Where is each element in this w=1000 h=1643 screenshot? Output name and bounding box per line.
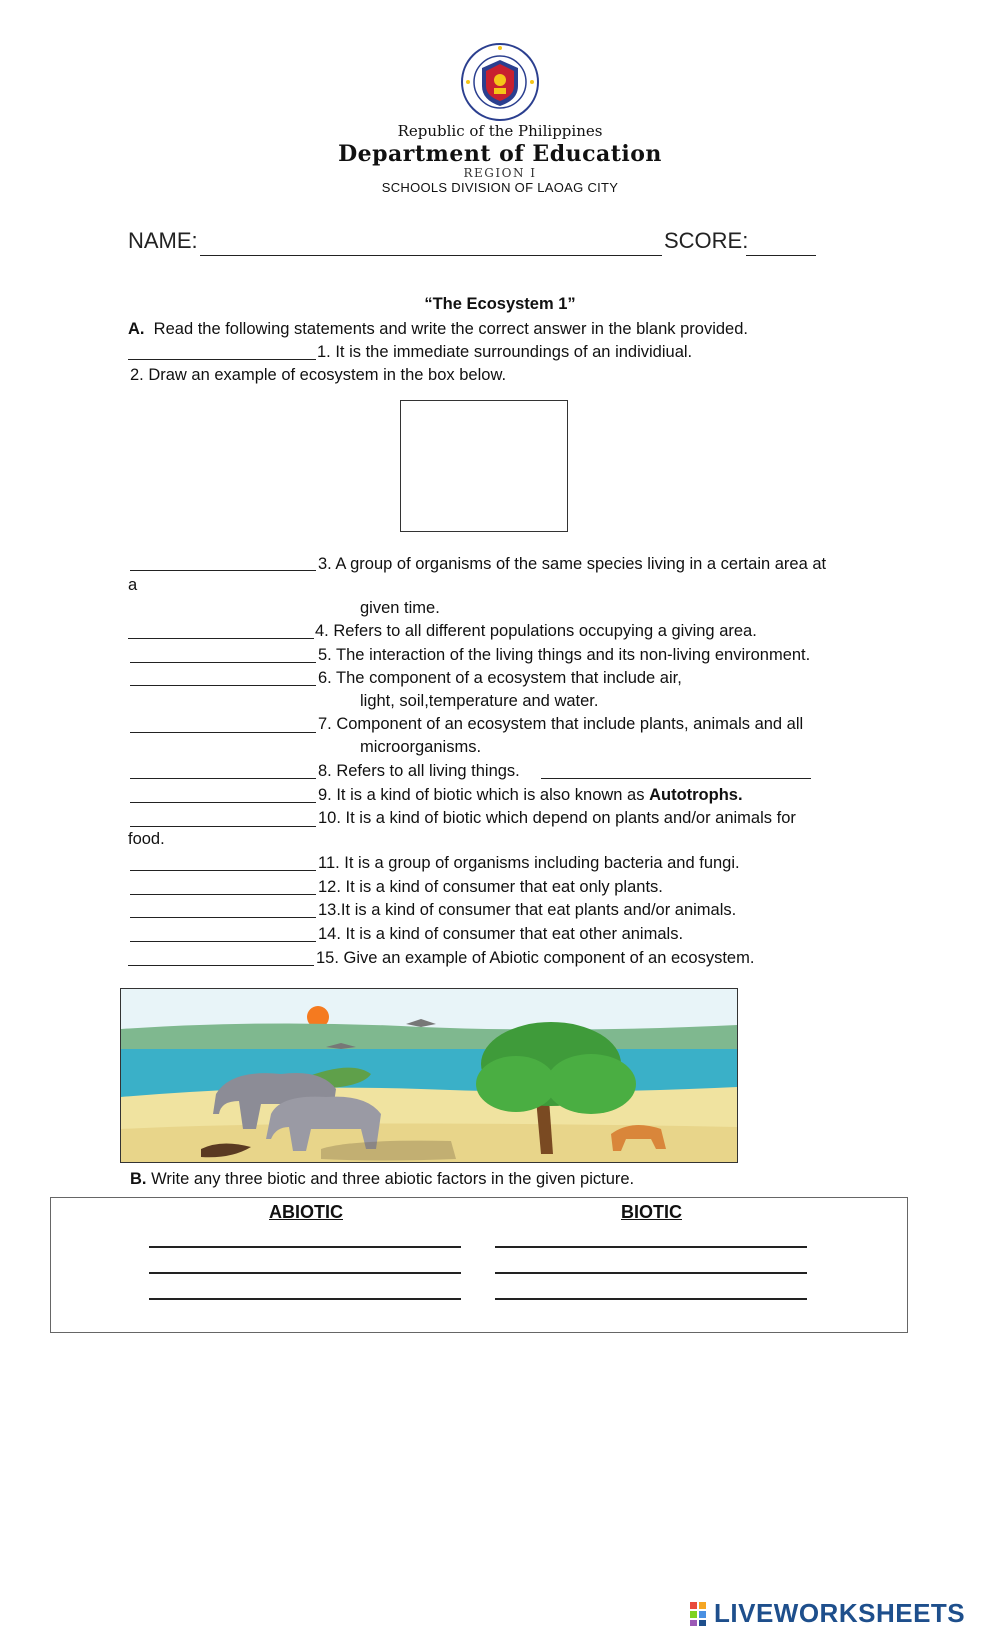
question-12: 12. It is a kind of consumer that eat only plants. [318, 878, 663, 896]
factors-table [50, 1197, 908, 1333]
answer-blank-12[interactable] [130, 894, 316, 895]
question-6: 6. The component of a ecosystem that include air, [318, 669, 682, 687]
name-label: NAME: [128, 228, 198, 253]
division-line: SCHOOLS DIVISION OF LAOAG CITY [381, 180, 619, 195]
section-b-instruction [130, 1169, 634, 1189]
biotic-header: BIOTIC [621, 1202, 682, 1222]
region-line: REGION I [463, 166, 537, 180]
answer-blank-13[interactable] [130, 917, 316, 918]
question-7: 7. Component of an ecosystem that include plants, animals and all [318, 715, 804, 733]
worksheet-title: “The Ecosystem 1” [424, 295, 576, 313]
question-1: 1. It is the immediate surroundings of an individiual. [317, 343, 693, 361]
draw-box[interactable] [400, 400, 568, 532]
question-6-cont: light, soil,temperature and water. [360, 692, 599, 710]
score-label: SCORE: [664, 228, 749, 253]
score-field[interactable] [746, 255, 816, 256]
question-14: 14. It is a kind of consumer that eat other animals. [318, 925, 684, 943]
answer-blank-9[interactable] [130, 802, 316, 803]
republic-line: Republic of the Philippines [397, 122, 603, 140]
biotic-blank-3[interactable] [495, 1298, 807, 1300]
answer-blank-10[interactable] [130, 826, 316, 827]
question-4: 4. Refers to all different populations occupying a giving area. [315, 622, 757, 640]
answer-blank-14[interactable] [130, 941, 316, 942]
answer-blank-1[interactable] [128, 359, 316, 360]
liveworksheets-watermark [690, 1598, 990, 1630]
answer-blank-3[interactable] [130, 570, 316, 571]
section-b-letter: B. [130, 1170, 147, 1188]
abiotic-blank-3[interactable] [149, 1298, 461, 1300]
abiotic-header: ABIOTIC [269, 1202, 343, 1222]
answer-blank-8[interactable] [130, 778, 316, 779]
question-3: 3. A group of organisms of the same species living in a certain area at [318, 555, 827, 573]
biotic-blank-1[interactable] [495, 1246, 807, 1248]
extra-blank-8[interactable] [541, 778, 811, 779]
question-10: 10. It is a kind of biotic which depend on plants and/or animals for [318, 809, 796, 827]
question-11: 11. It is a group of organisms including bacteria and fungi. [318, 854, 740, 872]
department-line: Department of Education [338, 141, 662, 167]
answer-blank-7[interactable] [130, 732, 316, 733]
question-9 [318, 785, 743, 805]
question-13: 13.It is a kind of consumer that eat plants and/or animals. [318, 901, 737, 919]
abiotic-blank-2[interactable] [149, 1272, 461, 1274]
question-10-cont: food. [128, 830, 165, 848]
liveworksheets-logo-icon [690, 1602, 716, 1626]
question-3-cont: a [128, 576, 138, 594]
question-9-text: 9. It is a kind of biotic which is also known as [318, 786, 650, 804]
answer-blank-11[interactable] [130, 870, 316, 871]
abiotic-blank-1[interactable] [149, 1246, 461, 1248]
section-a-letter: A. [128, 320, 145, 338]
name-field[interactable] [200, 255, 662, 256]
biotic-blank-2[interactable] [495, 1272, 807, 1274]
question-3-cont2: given time. [360, 599, 440, 617]
section-a-text: Read the following statements and write the correct answer in the blank provided. [153, 320, 748, 338]
savanna-scene-illustration [120, 988, 738, 1163]
answer-blank-6[interactable] [130, 685, 316, 686]
question-5: 5. The interaction of the living things and its non-living environment. [318, 646, 811, 664]
question-2: 2. Draw an example of ecosystem in the box below. [130, 366, 507, 384]
deped-seal-icon [460, 42, 540, 122]
watermark-text: LIVEWORKSHEETS [714, 1598, 966, 1628]
answer-blank-15[interactable] [128, 965, 314, 966]
section-a-instruction [128, 319, 748, 339]
question-9-term: Autotrophs. [649, 786, 743, 804]
question-7-cont: microorganisms. [360, 738, 482, 756]
answer-blank-4[interactable] [128, 638, 314, 639]
question-15: 15. Give an example of Abiotic component of an ecosystem. [316, 949, 755, 967]
section-b-text: Write any three biotic and three abiotic factors in the given picture. [151, 1170, 635, 1188]
question-8: 8. Refers to all living things. [318, 762, 520, 780]
answer-blank-5[interactable] [130, 662, 316, 663]
